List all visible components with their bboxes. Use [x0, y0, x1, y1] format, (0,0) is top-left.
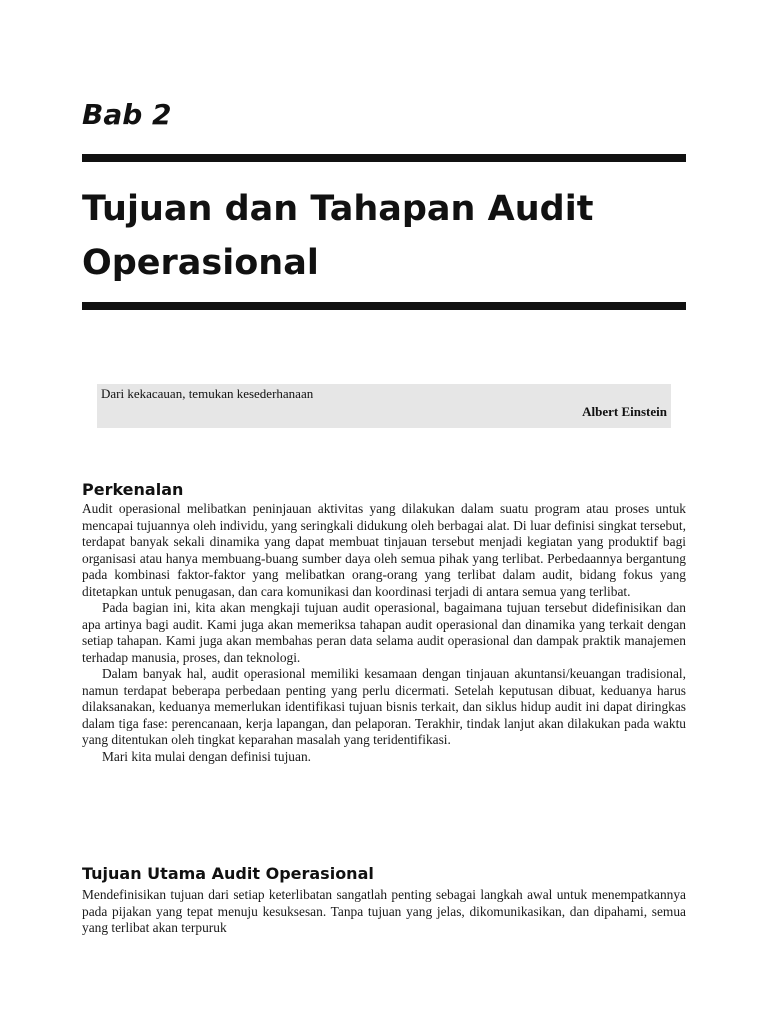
epigraph-text: Dari kekacauan, temukan kesederhanaan: [101, 386, 314, 401]
paragraph: Dalam banyak hal, audit operasional memiliki kesamaan dengan tinjauan akuntansi/keuangan tradisional, namun terdapat beberapa perbedaan penting yang perlu dicermati. Setelah keputusan dibuat, keduanya harus dilaksanakan, keduanya memerlukan identifikasi tujuan bisnis terkait, dan siklus hidup audit ini dapat diringkas dalam tiga fase: perencanaan, kerja lapangan, dan pelaporan. Terakhir, tindak lanjut akan dilakukan pada waktu yang ditentukan oleh tingkat keparahan masalah yang teridentifikasi.: [82, 666, 686, 747]
paragraph: Pada bagian ini, kita akan mengkaji tujuan audit operasional, bagaimana tujuan tersebut didefinisikan dan apa artinya bagi audit. Kami juga akan memeriksa tahapan audit operasional dan dinamika yang terkait dengan setiap tahapan. Kami juga akan membahas peran data selama audit operasional dan dampak praktik manajemen terhadap manusia, proses, dan teknologi.: [82, 600, 686, 665]
top-divider: [82, 154, 686, 162]
bottom-divider: [82, 302, 686, 310]
section-body-intro: [82, 501, 686, 765]
chapter-title: Tujuan dan Tahapan Audit Operasional: [82, 189, 594, 283]
paragraph: Audit operasional melibatkan peninjauan aktivitas yang dilakukan dalam suatu program atau proses untuk mencapai tujuannya oleh individu, yang seringkali didukung oleh berbagai alat. Di luar definisi singkat tersebut, terdapat banyak sekali dinamika yang dapat membuat tinjauan tersebut menjadi kegiatan yang produktif bagi organisasi atau hanya membuang-buang sumber daya oleh semua pihak yang terlibat. Perbedaannya bergantung pada kombinasi faktor-faktor yang melibatkan orang-orang yang terlibat dalam audit, bidang fokus yang ditetapkan untuk penugasan, dan cara komunikasi dan koordinasi terjadi di antara semua yang terlibat.: [82, 501, 686, 599]
epigraph-box: [97, 384, 671, 428]
paragraph: Mendefinisikan tujuan dari setiap keterlibatan sangatlah penting sebagai langkah awal untuk menempatkannya pada pijakan yang tepat menuju kesuksesan. Tanpa tujuan yang jelas, dikomunikasikan, dan dipahami, semua yang terlibat akan terpuruk: [82, 887, 686, 935]
paragraph: Mari kita mulai dengan definisi tujuan.: [102, 748, 311, 764]
section-body-main-goal: [82, 887, 686, 937]
section-heading-intro: Perkenalan: [82, 480, 184, 499]
chapter-label: Bab 2: [82, 98, 172, 131]
section-heading-main-goal: Tujuan Utama Audit Operasional: [82, 864, 374, 883]
epigraph-author: Albert Einstein: [582, 404, 667, 419]
